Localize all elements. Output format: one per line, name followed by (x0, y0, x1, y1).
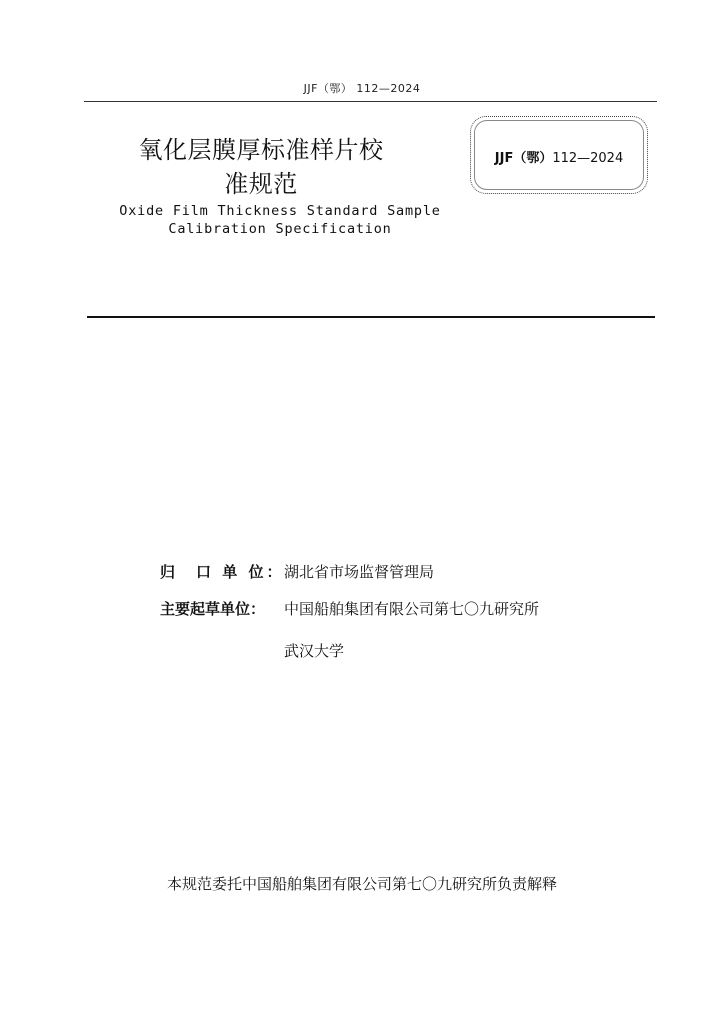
section-divider (87, 316, 655, 318)
interpretation-note: 本规范委托中国船舶集团有限公司第七〇九研究所负责解释 (166, 875, 557, 893)
drafting-unit-value-2: 武汉大学 (284, 642, 345, 660)
title-english-line-2: Calibration Specification (168, 221, 392, 237)
title-english-line-1: Oxide Film Thickness Standard Sample (119, 203, 441, 219)
standard-code-prefix: JJF（鄂） (494, 151, 553, 166)
standard-code-box (470, 116, 648, 194)
centralized-unit-value: 湖北省市场监督管理局 (284, 563, 435, 581)
standard-code-number: 112—2024 (552, 151, 624, 166)
standard-code-box-text (471, 147, 647, 166)
drafting-unit-label: 主要起草单位： (160, 600, 266, 618)
header-standard-code: JJF（鄂） 112—2024 (303, 82, 421, 95)
drafting-unit-value-1: 中国船舶集团有限公司第七〇九研究所 (284, 600, 540, 618)
title-chinese-line-2: 准规范 (224, 170, 298, 198)
header-rule (84, 101, 657, 102)
centralized-unit-label: 归 口 单 位： (160, 563, 285, 581)
title-chinese-line-1: 氧化层膜厚标准样片校 (138, 136, 384, 164)
